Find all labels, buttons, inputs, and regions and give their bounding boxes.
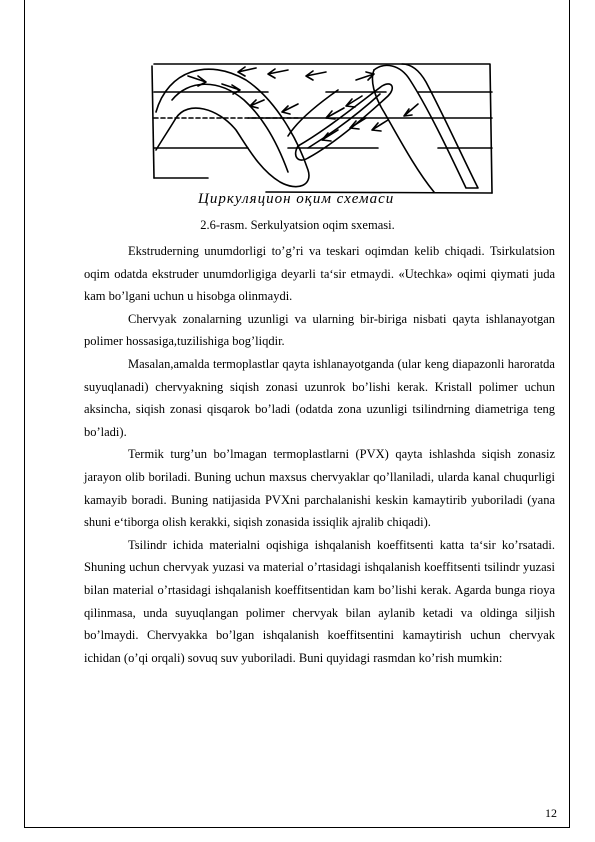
paragraph: Termik turg’un bo’lmagan termoplastlarni (PVX) qayta ishlashda siqish zonasiz jarayon olib boriladi. Buning uchun maxsus chervyaklar qo’llaniladi, ularda kanal chuqurligi kamayib boradi. Buning natijasida PVXni parchalanishi keskin kamaytirib yuboriladi (yana shuni e‘tiborga olish kerakki, siqish zonasida issiqlik ajralib chiqadi). (84, 447, 555, 530)
body-text (84, 240, 555, 669)
paragraph: Tsilindr ichida materialni oqishiga ishqalanish koeffitsenti katta ta‘sir ko’rsatadi. Shuning uchun chervyak yuzasi va material o’rtasidagi ishqalanish koeffitsenti tsilindr yuzasi bilan material o’rtasidagi ishqalanish koeffitsentidan kam bo’lishi kerak. Agarda bunga rioya qilinmasa, unda suyuqlangan polimer chervyak bilan aylanib ketadi va oldinga siljish bo’lmaydi. Chervyakka bo’lgan ishqalanish koeffitsentini kamaytirish uchun chervyak ichidan (o’qi orqali) sovuq suv yuboriladi. Buni quyidagi rasmdan ko’rish mumkin: (84, 537, 555, 665)
paragraph: Chervyak zonalarning uzunligi va ularning bir-biriga nisbati qayta ishlanayotgan polimer hossasiga,tuzilishiga bog’liqdir. (84, 311, 555, 349)
page-number: 12 (545, 806, 557, 820)
handwritten-figure-caption: Циркуляцион оқим схемаси (198, 191, 395, 207)
circulation-flow-diagram (148, 60, 494, 210)
figure-caption: 2.6-rasm. Serkulyatsion oqim sxemasi. (200, 218, 395, 232)
paragraph: Masalan,amalda termoplastlar qayta ishlanayotganda (ular keng diapazonli haroratda suyuqlanadi) chervyakning siqish zonasi uzunrok bo’lishi kerak. Kristall polimer uchun aksincha, siqish zonasi qisqarok bo’ladi (odatda zona uzunligi tsilindrning diametriga teng bo’ladi). (84, 356, 555, 439)
paragraph: Ekstruderning unumdorligi to’g’ri va teskari oqimdan kelib chiqadi. Tsirkulatsion oqim odatda ekstruder unumdorligiga deyarli ta‘sir etmaydi. «Utechka» oqimi qiymati juda kam bo’lgani uchun u hisobga olinmaydi. (84, 244, 555, 304)
